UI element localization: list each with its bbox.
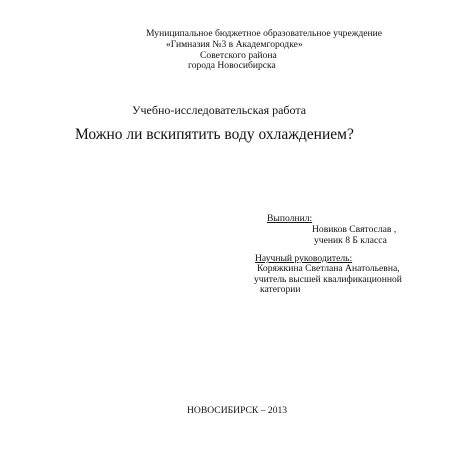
work-type: Учебно-исследовательская работа xyxy=(132,103,307,117)
institution-line-3: Советского района xyxy=(200,50,277,61)
author-label: Выполнил: xyxy=(267,213,313,224)
supervisor-name: Коряжкина Светлана Анатольевна, xyxy=(257,263,400,274)
institution-line-2: «Гимназия №3 в Академгородке» xyxy=(166,39,303,50)
footer-city-year: НОВОСИБИРСК – 2013 xyxy=(187,405,288,416)
supervisor-position-line-1: учитель высшей квалификационной xyxy=(254,274,402,285)
author-name: Новиков Святослав , xyxy=(312,224,397,235)
author-class: ученик 8 Б класса xyxy=(314,235,387,246)
supervisor-position-line-2: категории xyxy=(260,284,301,295)
document-title: Можно ли вскипятить воду охлаждением? xyxy=(75,126,354,143)
institution-line-4: города Новосибирска xyxy=(188,60,276,71)
supervisor-label: Научный руководитель: xyxy=(255,253,353,264)
institution-line-1: Муниципальное бюджетное образовательное учреждение xyxy=(146,28,383,39)
